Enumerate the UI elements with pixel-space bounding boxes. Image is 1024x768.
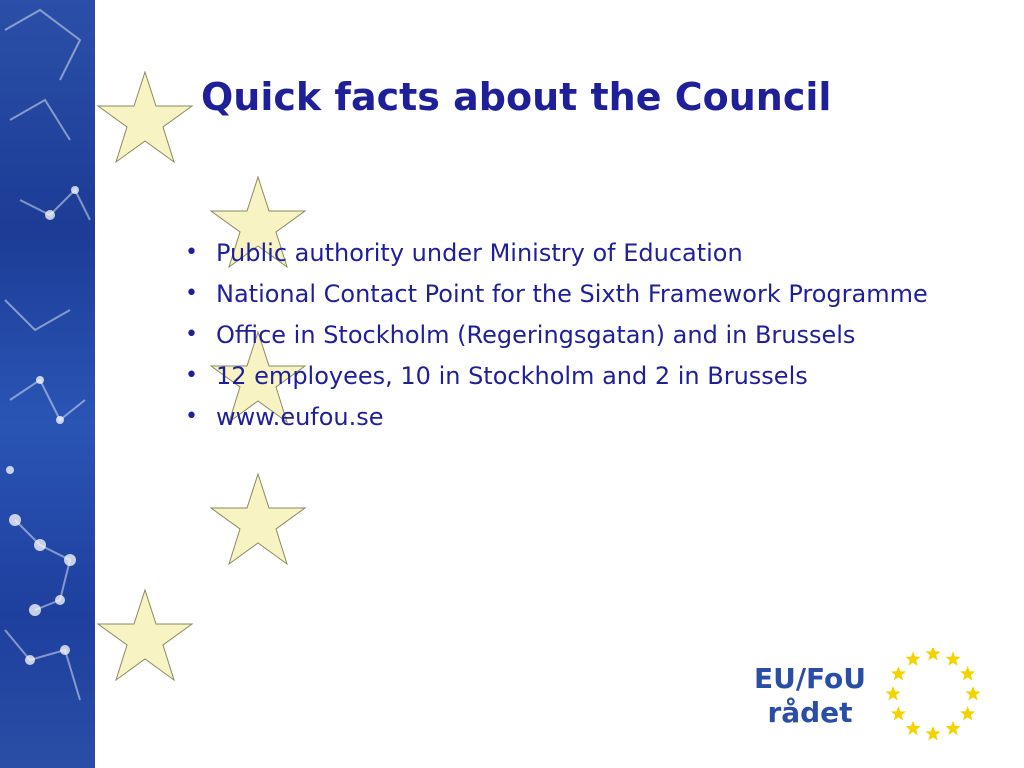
logo-star-icon xyxy=(945,651,960,665)
bullet-glyph: • xyxy=(185,363,198,388)
decorative-side-strip xyxy=(0,0,95,768)
list-item xyxy=(183,277,943,311)
bullet-glyph: • xyxy=(185,322,198,347)
bullet-glyph: • xyxy=(185,404,198,429)
logo-star-icon xyxy=(891,706,906,721)
list-item xyxy=(183,318,943,352)
eufou-logo xyxy=(735,648,985,744)
list-item xyxy=(183,359,943,393)
logo-star-icon xyxy=(960,666,975,681)
bullet-text: Public authority under Ministry of Education xyxy=(216,239,743,267)
slide-title: Quick facts about the Council xyxy=(201,75,832,119)
logo-star-icon xyxy=(925,648,940,661)
bullet-text: National Contact Point for the Sixth Framework Programme xyxy=(216,280,928,308)
logo-star-icon xyxy=(960,706,975,721)
bullet-text: 12 employees, 10 in Stockholm and 2 in Brussels xyxy=(216,362,808,390)
logo-star-icon xyxy=(905,721,920,736)
bullet-list xyxy=(183,236,943,441)
logo-wordmark xyxy=(735,662,885,730)
logo-star-icon xyxy=(945,721,960,736)
bullet-text: www.eufou.se xyxy=(216,403,384,431)
logo-star-icon xyxy=(965,686,980,701)
logo-line-2: rådet xyxy=(767,696,853,729)
bullet-glyph: • xyxy=(185,281,198,306)
bullet-text: Office in Stockholm (Regeringsgatan) and in Brussels xyxy=(216,321,856,349)
logo-star-icon xyxy=(905,651,920,665)
logo-star-icon xyxy=(925,726,940,741)
list-item xyxy=(183,400,943,434)
star-icon xyxy=(95,588,195,684)
list-item xyxy=(183,236,943,270)
logo-star-icon xyxy=(885,686,900,701)
bullet-glyph: • xyxy=(185,240,198,265)
star-icon xyxy=(208,472,308,568)
molecule-pattern-icon xyxy=(0,0,95,768)
eu-star-ring-icon xyxy=(885,648,981,744)
star-icon xyxy=(95,70,195,166)
logo-line-1: EU/FoU xyxy=(753,662,867,695)
logo-star-icon xyxy=(891,666,906,681)
